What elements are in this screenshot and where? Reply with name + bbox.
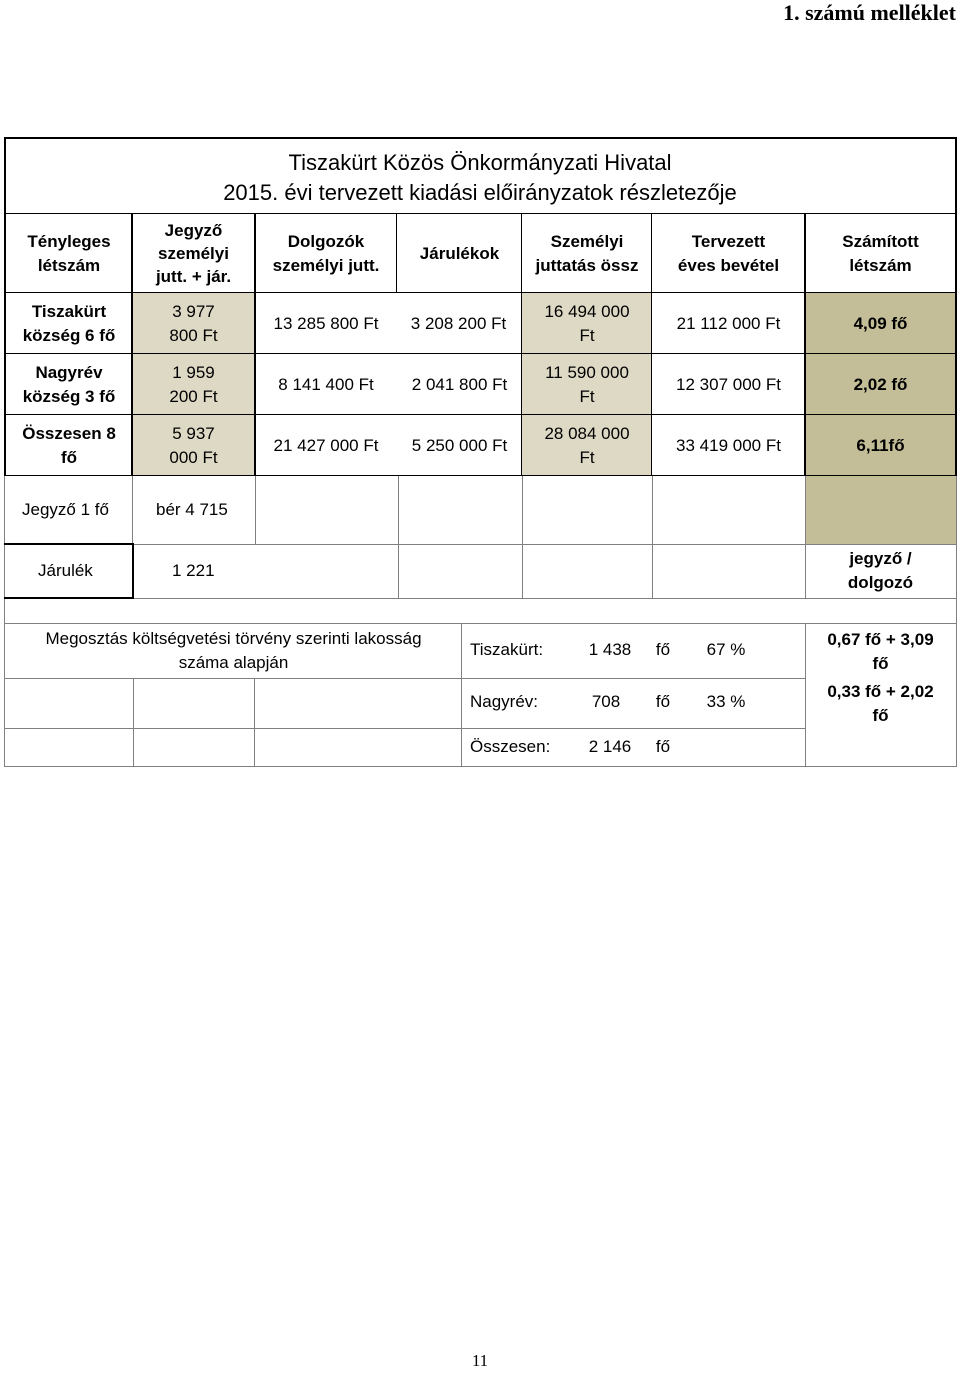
dist-count: 2 146 — [588, 737, 632, 756]
row-jegyzo: 5 937 000 Ft — [169, 423, 218, 467]
title-line1: Tiszakürt Közös Önkormányzati Hivatal — [288, 150, 672, 175]
row-szamitott: 6,11fő — [856, 435, 905, 455]
dist-count: 708 — [591, 692, 621, 711]
row-szamitott: 4,09 fő — [853, 313, 908, 333]
row-dolgozok: 21 427 000 Ft — [273, 435, 379, 455]
header-jegyzo: Jegyző személyi jutt. + jár. — [155, 221, 232, 286]
dist-pct: 33 % — [706, 692, 746, 711]
row-jegyzo: 1 959 200 Ft — [169, 362, 218, 406]
row-jarulek: 2 041 800 Ft — [411, 374, 508, 394]
row-name: Tiszakürt község 6 fő — [22, 301, 116, 345]
row-dolgozok: 8 141 400 Ft — [278, 374, 374, 394]
jarulek-value: 1 221 — [172, 561, 215, 580]
header-szamitott: Számított létszám — [842, 231, 919, 275]
dist-name: Nagyrév: — [470, 692, 539, 711]
row-jarulek: 3 208 200 Ft — [410, 313, 507, 333]
row-name: Nagyrév község 3 fő — [22, 362, 116, 406]
jarulek-label: Járulék — [38, 561, 93, 580]
page-number: 11 — [471, 1351, 489, 1370]
jarulek-note: jegyző / dolgozó — [847, 549, 914, 592]
jegyzo-label: Jegyző 1 fő — [22, 500, 109, 519]
dist-unit: fő — [655, 692, 671, 711]
table-title — [6, 142, 954, 214]
row-szemelyi: 16 494 000 Ft — [544, 301, 630, 345]
title-line2: 2015. évi tervezett kiadási előirányzatok részletezője — [223, 180, 737, 205]
row-dolgozok: 13 285 800 Ft — [273, 313, 379, 333]
jegyzo-value: bér 4 715 — [156, 500, 228, 519]
row-szamitott: 2,02 fő — [853, 374, 908, 394]
distribution-label: Megosztás költségvetési törvény szerinti lakosság száma alapján — [45, 629, 422, 672]
dist-pct: 67 % — [706, 640, 746, 659]
distribution-calc1: 0,67 fő + 3,09 fő — [827, 630, 934, 673]
dist-name: Tiszakürt: — [470, 640, 544, 659]
row-jarulek: 5 250 000 Ft — [411, 435, 508, 455]
dist-unit: fő — [655, 640, 671, 659]
header-szemelyi: Személyi juttatás össz — [535, 231, 639, 275]
annex-label: 1. számú melléklet — [783, 0, 956, 25]
row-jegyzo: 3 977 800 Ft — [169, 301, 218, 345]
header-bevetel: Tervezett éves bevétel — [677, 231, 780, 275]
row-bevetel: 33 419 000 Ft — [676, 435, 781, 455]
dist-unit: fő — [655, 737, 671, 756]
header-letszam: Tényleges létszám — [27, 231, 111, 275]
dist-count: 1 438 — [588, 640, 632, 659]
header-jarulekok: Járulékok — [419, 243, 500, 263]
header-dolgozok: Dolgozók személyi jutt. — [272, 231, 380, 275]
dist-name: Összesen: — [470, 737, 551, 756]
row-name: Összesen 8 fő — [22, 423, 116, 467]
distribution-calc2: 0,33 fő + 2,02 fő — [827, 682, 934, 725]
row-bevetel: 21 112 000 Ft — [676, 313, 781, 333]
row-szemelyi: 28 084 000 Ft — [544, 423, 630, 467]
bg-note — [805, 476, 956, 544]
row-szemelyi: 11 590 000 Ft — [545, 362, 629, 406]
row-bevetel: 12 307 000 Ft — [676, 374, 781, 394]
